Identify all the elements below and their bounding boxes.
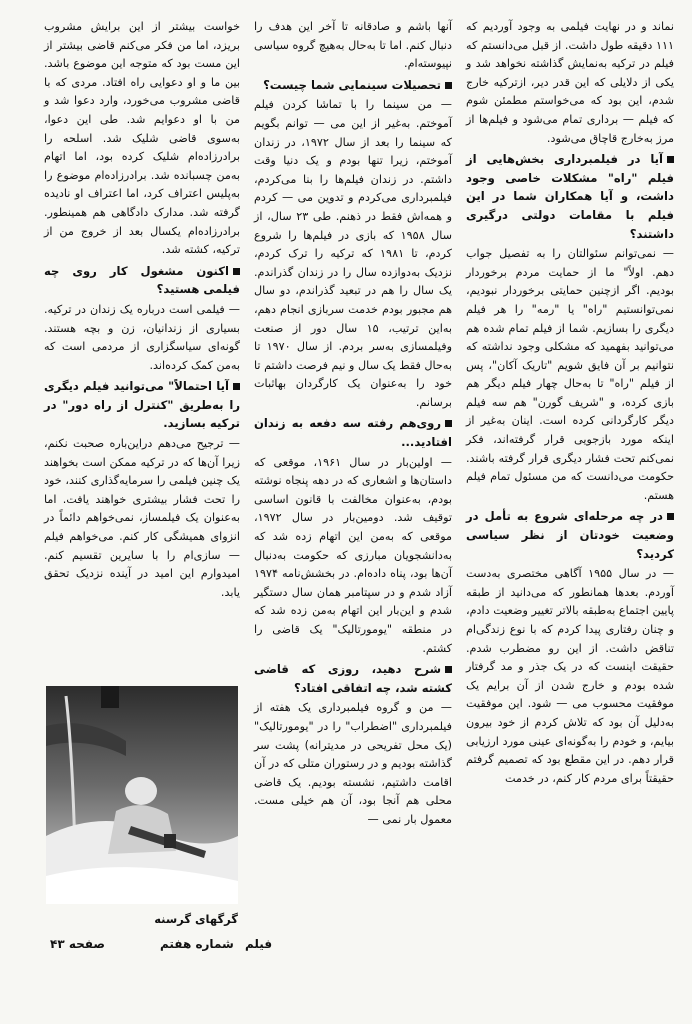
interview-question [44,377,240,433]
column-left [44,18,240,604]
bullet-square-icon [445,420,452,427]
bullet-square-icon [445,82,452,89]
question-text: آیا در فیلمبرداری بخش‌هایی از فیلم "راه" مشکلات خاصی وجود داشت، و آیا همکاران شما در این فیلم با مقامات دولتی درگیری داشتند؟ [466,152,674,241]
column-right [466,18,674,790]
interview-question [44,262,240,299]
interview-question [254,414,452,451]
paragraph: خواست بیشتر از این برایش مشروب بریزد، اما من فکر می‌کنم قاضی بیشتر از این مست بود که متوجه این موضوع باشد. بین ما و او دعوایی راه افتاد. مردی که با قاضی مشروب می‌خورد، وارد دعوا شد و من با او دعوایم شد. طی این دعوا، به‌سوی قاضی شلیک شد. اسلحه را برادرزاده‌ام شلیک کرده بود، اما اتهام به‌من چسبانده شد. برادرزاده‌ام موضوع را به‌پلیس اعتراف کرد، اما اعتراف او نادیده گرفته شد. مدارک دادگاهی هم همینطور. برادرزاده‌ام یکسال بعد از خروج من از ترکیه، کشته شد. [44,20,240,257]
interview-question [466,507,674,563]
interview-question [466,150,674,243]
footer-magazine-name: فیلم [245,937,273,951]
question-text: روی‌هم رفته سه دفعه به زندان افتادید... [254,416,452,450]
film-still-photo [46,686,238,904]
paragraph: — نمی‌توانم سئوالتان را به تفصیل جواب دهم. اولاً" ما از حمایت مردم برخوردار بودیم. اگر ازچنین حمایتی برخوردار نبودیم، نمی‌توانستیم "راه" یا "رمه" را هر فیلم دیگری را بسازیم. شما از فیلم تمام شده هم می‌توانید بفهمید که مشکلی وجود نداشته که نتوانیم بر آن فایق شویم "تاریک آکان"، پس از فیلم "راه" تا به‌حال چهار فیلم دیگر هم بازی کرده، و "شریف گورن" هم سه فیلم دیگر کارگردانی کرده است. اینان به‌غیر از اینکه مورد بازجویی قرار گرفته‌اند، فکر نمی‌کنم تحت فشار دیگری قرار گرفته باشند. حکومت می‌دانست که من مسئول تمام فیلم هستم. [466,247,674,502]
paragraph: — فیلمی است درباره یک زندان در ترکیه. بسیاری از زندانیان، زن و بچه هستند. گونه‌ای سیاسگزاری از مردمی است که به‌من کمک کرده‌اند. [44,302,240,372]
footer-issue-number: شماره هفتم [160,937,234,951]
paragraph: — اولین‌بار در سال ۱۹۶۱، موقعی که داستان‌ها و اشعاری که در دهه پنجاه نوشته بودم، به‌عنوان مخالفت با قانون اساسی توقیف شد. دومین‌بار در سال ۱۹۷۲، موقعی که به‌من این اتهام زده شد که به‌دانشجویان مبارزی که حکومت به‌دنبال آن‌ها بود، پناه داده‌ام. در بخشش‌نامه ۱۹۷۴ آزاد شدم و در سپتامبر همان سال دستگیر شدم و این‌بار این اتهام به‌من زده شد که در منطقه "یومورتالیک" یک قاضی را کشتم. [254,455,452,655]
film-still-image [46,686,238,904]
paragraph: — من سینما را با تماشا کردن فیلم آموختم. به‌غیر از این می — توانم بگویم که سینما را بعد از سال ۱۹۷۲، در زندان آموختم، زیرا تنها بودم و یک دنیا وقت داشتم. در زندان فیلم‌ها را بنا می‌کردم، فیلمبرداری می‌کردم و تدوین می — کردم و همه‌اش فقط در ذهنم. طی ۲۳ سال، از سال ۱۹۵۸ که بازی در فیلم‌ها را شروع کردم، تا ۱۹۸۱ که ترکیه را ترک کردم، نزدیک به‌دوازده سال را در زندان گذراندم. یک سال را هم در تبعید گذراندم، دو سال هم مجبور بودم خدمت سربازی انجام دهم، به‌این ترتیب، ۱۵ سال دور از صنعت وفیلمسازی به‌سر بردم. از سال ۱۹۷۰ تا به‌حال فقط یک سال و نیم فرصت داشتم تا خود را به‌عنوان یک کارگردان بهاثبات برسانم. [254,98,452,409]
photo-caption: گرگهای گرسنه [154,912,238,926]
footer-page-number: صفحه ۴۳ [50,937,105,951]
question-text: شرح دهید، روزی که قاضی کشته شد، چه اتفاقی افتاد؟ [254,662,452,695]
bullet-square-icon [445,666,452,673]
paragraph: آنها باشم و صادقانه تا آخر این هدف را دنبال کنم. اما تا به‌حال به‌هیچ گروه سیاسی نپیوسته‌ام. [254,20,452,71]
question-text: آیا احتمالاً" می‌توانید فیلم دیگری را به‌طریق "کنترل از راه دور" در ترکیه بسازید. [44,379,240,431]
question-text: در چه مرحله‌ای شروع به تأمل در وضعیت خودتان از نظر سیاسی کردید؟ [466,509,674,561]
bullet-square-icon [667,156,674,163]
paragraph: — ترجیح می‌دهم دراین‌باره صحبت نکنم، زیرا آن‌ها که در ترکیه ممکن است بخواهند یک چنین فیلمی را سرمایه‌گذاری کنند، خود را تحت فشار بیشتری خواهند یافت. اما به‌عنوان یک فیلمساز، نمی‌خواهم دائماً در انزوای همیشگی کار کنم. می‌خواهم فیلم — سازی‌ام را با سایرین تقسیم کنم. امیدوارم این امید در آینده نزدیک تحقق یابد. [44,437,240,599]
paragraph: — در سال ۱۹۵۵ آگاهی مختصری به‌دست آوردم. بعدها همانطور که می‌دانید از طبقه پایین اجتماع به‌طبقه بالاتر تغییر وضعیت دادم، و چنان رفتاری پیدا کردم که با نوع زندگی‌ام تناقض داشت. از این رو مضطرب شدم. حقیقت اینست که در یک جذر و مد گرفتار شده بودم و خارج شدن از آن برایم یک موفقیت محسوب می — شود. این موفقیت به‌دلیل آن بود که تلاش کردم از خود بیرون بیایم، و خودم را به‌گونه‌ای عینی مورد ارزیابی قرار دهم. در این مقطع بود که تصمیم گرفتم حقیقتاً برای مردم کار کنم، در خدمت [466,567,674,785]
interview-question [254,660,452,697]
bullet-square-icon [233,383,240,390]
bullet-square-icon [667,513,674,520]
question-text: اکنون مشغول کار روی چه فیلمی هستید؟ [44,263,240,297]
interview-question [254,76,452,95]
paragraph: نماند و در نهایت فیلمی به وجود آوردیم که ۱۱۱ دقیقه طول داشت. از قبل می‌دانستم که فیلم در ترکیه به‌نمایش گذاشته نخواهد شد و یکی از دلایلی که این قدر دیر، ازترکیه خارج شدم، این بود که می‌خواستم مطمئن شوم که فیلم — برداری تمام می‌شود و فیلم‌ها از مرز به‌خارج قاچاق می‌شود. [466,20,674,145]
paragraph: — من و گروه فیلمبرداری یک هفته از فیلمبرداری "اضطراب" را در "یومورتالیک" (یک محل تفریحی در مدیترانه) پشت سر گذاشته بودیم و در رستوران متلی که در آن اقامت داشتیم، نشسته بودیم. یک قاضی محلی هم آنجا بود، آن هم خیلی مست. معمول بار نمی — [254,701,452,826]
question-text: تحصیلات سینمایی شما چیست؟ [263,77,441,92]
bullet-square-icon [233,268,240,275]
column-middle [254,18,452,832]
